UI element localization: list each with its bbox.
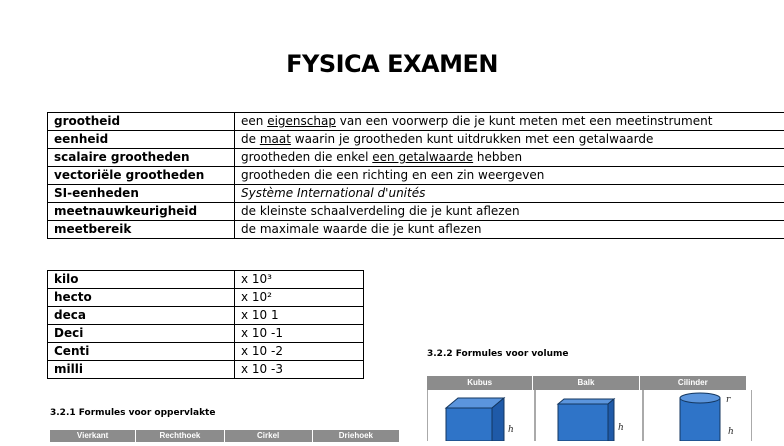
definition-row <box>48 149 784 167</box>
prefix-name: milli <box>48 361 235 379</box>
area-col-circle: Cirkel <box>225 430 313 442</box>
definition-term: SI-eenheden <box>48 185 235 203</box>
prefix-factor: x 10 -1 <box>235 325 364 343</box>
area-col-rectangle: Rechthoek <box>136 430 224 442</box>
volume-formulas-heading: 3.2.2 Formules voor volume <box>427 349 568 359</box>
prefix-row <box>48 271 364 289</box>
definition-text <box>235 149 784 167</box>
definition-term: scalaire grootheden <box>48 149 235 167</box>
cuboid-height-label: h <box>618 423 624 433</box>
prefix-factor: x 10³ <box>235 271 364 289</box>
definition-text <box>235 167 784 185</box>
definition-text-part: grootheden die enkel <box>241 150 372 164</box>
cylinder-radius-label: r <box>726 395 731 405</box>
volume-col-cuboid: Balk <box>533 376 639 390</box>
prefix-name: hecto <box>48 289 235 307</box>
cube-height-label: h <box>508 425 514 435</box>
definition-row <box>48 185 784 203</box>
definition-term: meetbereik <box>48 221 235 239</box>
cylinder-height-label: h <box>728 427 734 437</box>
prefix-row <box>48 361 364 379</box>
underlined-text: eigenschap <box>267 114 336 128</box>
volume-col-cube: Kubus <box>427 376 533 390</box>
underlined-text: een getalwaarde <box>372 150 473 164</box>
cuboid-cell <box>535 390 643 441</box>
definition-text <box>235 185 784 203</box>
definition-text-part: van een voorwerp die je kunt meten met een meetinstrument <box>336 114 712 128</box>
definition-text <box>235 221 784 239</box>
definition-text <box>235 203 784 221</box>
definition-term: grootheid <box>48 113 235 131</box>
definition-row <box>48 167 784 185</box>
prefix-name: deca <box>48 307 235 325</box>
prefix-factor: x 10² <box>235 289 364 307</box>
cylinder-shape <box>644 390 751 441</box>
definitions-table <box>47 112 784 239</box>
cylinder-cell <box>643 390 752 441</box>
underlined-text: maat <box>260 132 291 146</box>
definition-row <box>48 203 784 221</box>
prefix-row <box>48 307 364 325</box>
page-title: FYSICA EXAMEN <box>0 50 784 78</box>
volume-col-cylinder: Cilinder <box>640 376 746 390</box>
definition-text-part: de <box>241 132 260 146</box>
prefix-row <box>48 289 364 307</box>
definition-text-part: de kleinste schaalverdeling die je kunt aflezen <box>241 204 520 218</box>
area-col-triangle: Driehoek <box>313 430 399 442</box>
definition-term: eenheid <box>48 131 235 149</box>
definition-text-part: een <box>241 114 267 128</box>
prefix-factor: x 10 -2 <box>235 343 364 361</box>
area-formulas-header <box>50 430 399 442</box>
definition-text-part: waarin je grootheden kunt uitdrukken met een getalwaarde <box>291 132 653 146</box>
definition-row <box>48 221 784 239</box>
volume-formulas-header <box>427 376 746 390</box>
prefix-factor: x 10 1 <box>235 307 364 325</box>
cuboid-shape <box>536 390 642 441</box>
definition-term: meetnauwkeurigheid <box>48 203 235 221</box>
prefix-name: Deci <box>48 325 235 343</box>
prefixes-table <box>47 270 364 379</box>
prefix-name: Centi <box>48 343 235 361</box>
prefix-row <box>48 325 364 343</box>
area-col-square: Vierkant <box>50 430 136 442</box>
definition-text <box>235 131 784 149</box>
definition-row <box>48 113 784 131</box>
definition-text-part: hebben <box>473 150 522 164</box>
definition-text-part: grootheden die een richting en een zin weergeven <box>241 168 544 182</box>
prefix-factor: x 10 -3 <box>235 361 364 379</box>
area-formulas-heading: 3.2.1 Formules voor oppervlakte <box>50 408 215 418</box>
definition-term: vectoriële grootheden <box>48 167 235 185</box>
cube-cell <box>427 390 535 441</box>
definition-text-part: de maximale waarde die je kunt aflezen <box>241 222 482 236</box>
definition-row <box>48 131 784 149</box>
definition-text-part: Système International d'unités <box>241 186 425 200</box>
definition-text <box>235 113 784 131</box>
prefix-name: kilo <box>48 271 235 289</box>
cube-shape <box>428 390 534 441</box>
prefix-row <box>48 343 364 361</box>
volume-shapes-panel <box>427 390 746 441</box>
